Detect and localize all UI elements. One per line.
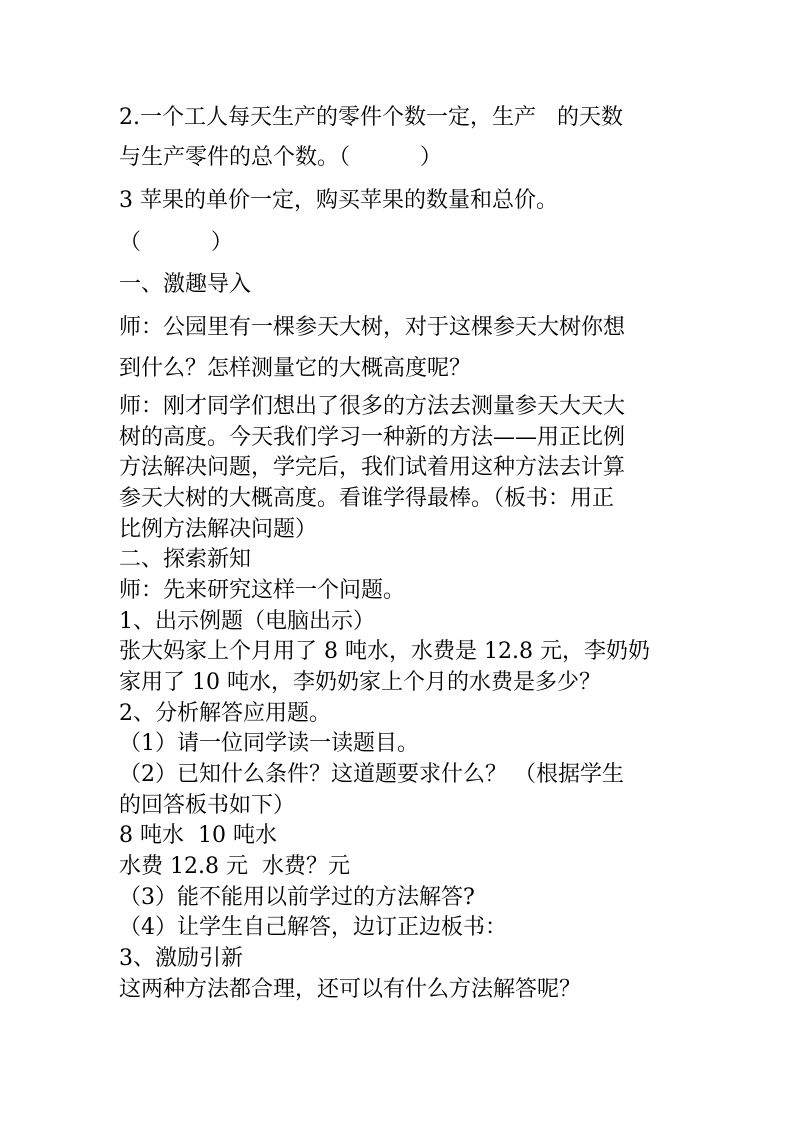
text-line: 的回答板书如下） [119, 793, 296, 818]
text-line: 水费 12.8 元 水费？元 [119, 854, 350, 879]
text-line: 师：公园里有一棵参天大树，对于这棵参天大树你想 [119, 315, 626, 340]
text-line: 2.一个工人每天生产的零件个数一定，生产 的天数 [119, 105, 623, 130]
text-line: 树的高度。今天我们学习一种新的方法——用正比例 [119, 425, 626, 450]
text-line: 1、出示例题（电脑出示） [119, 609, 375, 634]
text-line: 参天大树的大概高度。看谁学得最棒。（板书：用正 [119, 486, 615, 511]
text-line: （2）已知什么条件？这道题要求什么？ （根据学生 [119, 762, 624, 787]
section-heading: 二、探索新知 [119, 547, 252, 572]
text-line: 3、激励引新 [119, 946, 243, 971]
text-line: 师：先来研究这样一个问题。 [119, 578, 406, 603]
text-line: 与生产零件的总个数。（ ） [119, 145, 442, 170]
text-line: 张大妈家上个月用了 8 吨水，水费是 12.8 元，李奶奶 [119, 639, 650, 664]
section-heading: 一、激趣导入 [119, 272, 252, 297]
text-line: 3 苹果的单价一定，购买苹果的数量和总价。 [119, 188, 558, 213]
text-line: 方法解决问题，学完后，我们试着用这种方法去计算 [119, 455, 626, 480]
text-line: 比例方法解决问题） [119, 517, 318, 542]
text-line: 这两种方法都合理，还可以有什么方法解答呢？ [119, 977, 582, 1002]
text-line: 到什么？怎样测量它的大概高度呢？ [119, 356, 472, 381]
text-line: 2、分析解答应用题。 [119, 701, 331, 726]
text-line: 师：刚才同学们想出了很多的方法去测量参天大天大 [119, 394, 626, 419]
text-line: （4）让学生自己解答，边订正边板书： [119, 915, 507, 940]
text-line: （3）能不能用以前学过的方法解答? [119, 885, 475, 910]
text-line: （1）请一位同学读一读题目。 [119, 731, 419, 756]
text-line: 家用了 10 吨水，李奶奶家上个月的水费是多少？ [119, 670, 601, 695]
text-line: 8 吨水 10 吨水 [119, 823, 277, 848]
text-line: （ ） [119, 230, 233, 255]
